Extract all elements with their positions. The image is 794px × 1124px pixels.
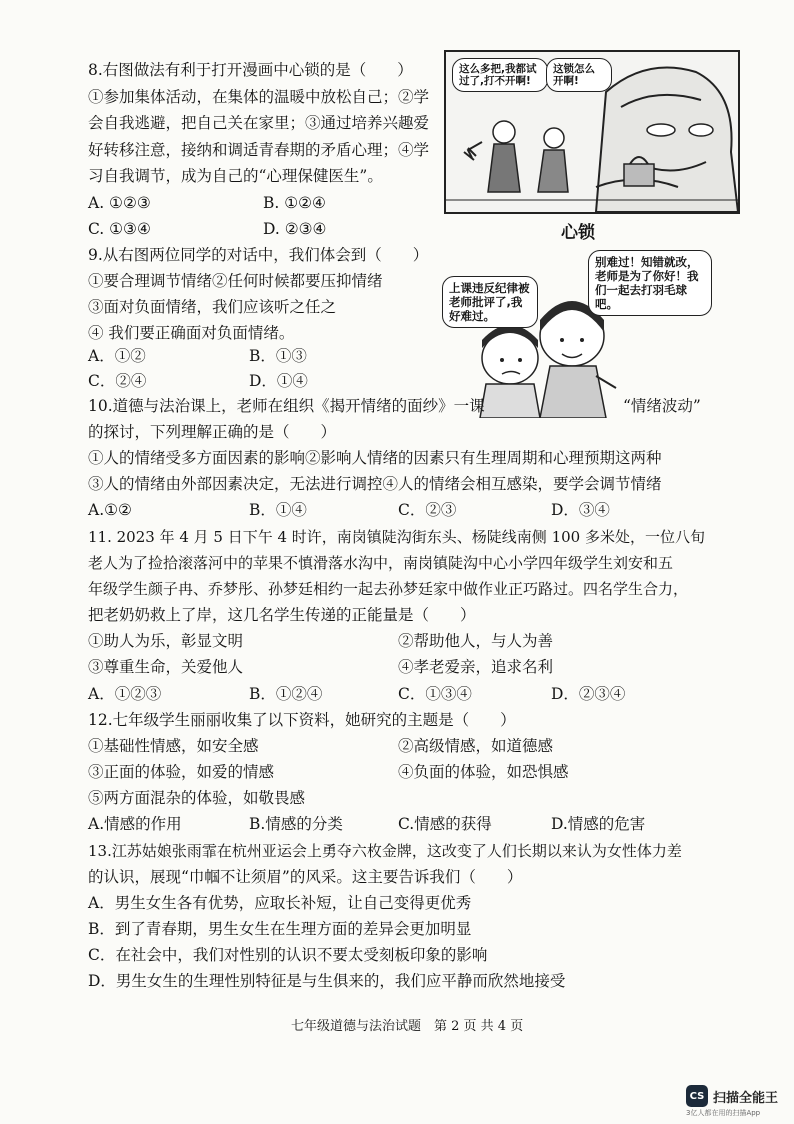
q8-option-c: C. ①③④ xyxy=(88,220,151,238)
q9-option-d: D．①④ xyxy=(249,372,308,390)
q11-line-4: 把老奶奶救上了岸，这几名学生传递的正能量是（ ） xyxy=(88,606,476,624)
q10-stem-cont: 的探讨，下列理解正确的是（ ） xyxy=(88,423,337,441)
q8-option-a: A. ①②③ xyxy=(88,194,151,212)
q9-option-a: A．①② xyxy=(88,347,146,365)
q12-option-d: D.情感的危害 xyxy=(551,815,646,833)
q13-option-b: B．到了青春期，男生女生在生理方面的差异会更加明显 xyxy=(88,920,472,938)
q12-item-5: ⑤两方面混杂的体验，如敬畏感 xyxy=(88,789,306,807)
q12-item-1: ①基础性情感，如安全感 xyxy=(88,737,259,755)
q9-line-3: ④ 我们要正确面对负面情绪。 xyxy=(88,324,295,342)
cartoon-caption: 心锁 xyxy=(561,223,595,243)
q9-line-2: ③面对负面情绪，我们应该听之任之 xyxy=(88,298,337,316)
q12-item-3: ③正面的体验，如爱的情感 xyxy=(88,763,275,781)
students-dialogue-cartoon xyxy=(440,248,740,418)
q11-item-4: ④孝老爱亲，追求名利 xyxy=(398,658,554,676)
bubble-sad-student: 上课违反纪律被老师批评了,我好难过。 xyxy=(442,276,538,328)
q8-line-1: ①参加集体活动，在集体的温暖中放松自己；②学 xyxy=(88,88,430,106)
q13-line-1: 13.江苏姑娘张雨霏在杭州亚运会上勇夺六枚金牌，这改变了人们长期以来认为女性体力差 xyxy=(88,842,682,860)
q8-line-4: 习自我调节，成为自己的“心理保健医生”。 xyxy=(88,167,383,185)
q9-line-1: ①要合理调节情绪②任何时候都要压抑情绪 xyxy=(88,272,383,290)
q9-stem: 9.从右图两位同学的对话中，我们体会到（ ） xyxy=(88,246,429,264)
camscanner-logo-icon: CS xyxy=(686,1085,708,1107)
q12-option-b: B.情感的分类 xyxy=(249,815,343,833)
heart-lock-cartoon xyxy=(444,50,740,214)
q13-line-2: 的认识，展现“巾帼不让须眉”的风采。这主要告诉我们（ ） xyxy=(88,868,523,886)
q11-option-a: A．①②③ xyxy=(88,685,162,703)
q11-line-1: 11. 2023 年 4 月 5 日下午 4 时许，南岗镇陡沟街东头、杨陡线南侧 100 多米处，一位八旬 xyxy=(88,528,705,546)
q10-line-1: ①人的情绪受多方面因素的影响②影响人情绪的因素只有生理周期和心理预期这两种 xyxy=(88,449,662,467)
q11-option-b: B．①②④ xyxy=(249,685,323,703)
page-footer: 七年级道德与法治试题 第 2 页 共 4 页 xyxy=(291,1019,524,1034)
q10-option-b: B．①④ xyxy=(249,501,307,519)
q13-option-c: C．在社会中，我们对性别的认识不要太受刻板印象的影响 xyxy=(88,946,488,964)
q10-line-2: ③人的情绪由外部因素决定，无法进行调控④人的情绪会相互感染，要学会调节情绪 xyxy=(88,475,662,493)
q13-option-d: D．男生女生的生理性别特征是与生俱来的，我们应平静而欣然地接受 xyxy=(88,972,566,990)
q12-item-2: ②高级情感，如道德感 xyxy=(398,737,554,755)
q11-item-1: ①助人为乐，彰显文明 xyxy=(88,632,244,650)
q10-option-a: A.①② xyxy=(88,501,132,519)
q8-line-2: 会自我逃避，把自己关在家里；③通过培养兴趣爱 xyxy=(88,114,430,132)
scanner-watermark xyxy=(686,1085,778,1107)
q8-option-d: D. ②③④ xyxy=(263,220,327,238)
cartoon-bubble-lock: 这锁怎么开啊! xyxy=(546,58,612,92)
q13-option-a: A．男生女生各有优势，应取长补短，让自己变得更优秀 xyxy=(88,894,472,912)
q11-line-3: 年级学生颜子冉、乔梦彤、孙梦廷相约一起去孙梦廷家中做作业正巧路过。四名学生合力， xyxy=(88,580,689,598)
q10-option-d: D．③④ xyxy=(551,501,610,519)
scanner-name: 扫描全能王 xyxy=(713,1090,779,1106)
q10-option-c: C．②③ xyxy=(398,501,457,519)
q12-option-c: C.情感的获得 xyxy=(398,815,492,833)
q11-option-d: D．②③④ xyxy=(551,685,626,703)
q8-option-b: B. ①②④ xyxy=(263,194,326,212)
q9-option-c: C．②④ xyxy=(88,372,147,390)
q10-stem-topic: “情绪波动” xyxy=(623,397,701,415)
q12-stem: 12.七年级学生丽丽收集了以下资料，她研究的主题是（ ） xyxy=(88,711,516,729)
q11-option-c: C．①③④ xyxy=(398,685,472,703)
q11-item-3: ③尊重生命，关爱他人 xyxy=(88,658,244,676)
cartoon-bubble-keys: 这么多把,我都试过了,打不开啊! xyxy=(452,58,548,92)
bubble-comfort-student: 别难过！知错就改，老师是为了你好！我们一起去打羽毛球吧。 xyxy=(588,250,712,316)
q12-option-a: A.情感的作用 xyxy=(88,815,182,833)
q11-line-2: 老人为了捡拾滚落河中的苹果不慎滑落水沟中，南岗镇陡沟中心小学四年级学生刘安和五 xyxy=(88,554,674,572)
q8-stem: 8.右图做法有利于打开漫画中心锁的是（ ） xyxy=(88,61,413,79)
q8-line-3: 好转移注意，接纳和调适青春期的矛盾心理；④学 xyxy=(88,141,430,159)
q10-stem: 10.道德与法治课上，老师在组织《揭开情绪的面纱》一课 xyxy=(88,397,485,415)
q9-option-b: B．①③ xyxy=(249,347,307,365)
q12-item-4: ④负面的体验，如恐惧感 xyxy=(398,763,569,781)
q11-item-2: ②帮助他人，与人为善 xyxy=(398,632,554,650)
scanner-tagline: 3亿人都在用的扫描App xyxy=(686,1109,761,1117)
